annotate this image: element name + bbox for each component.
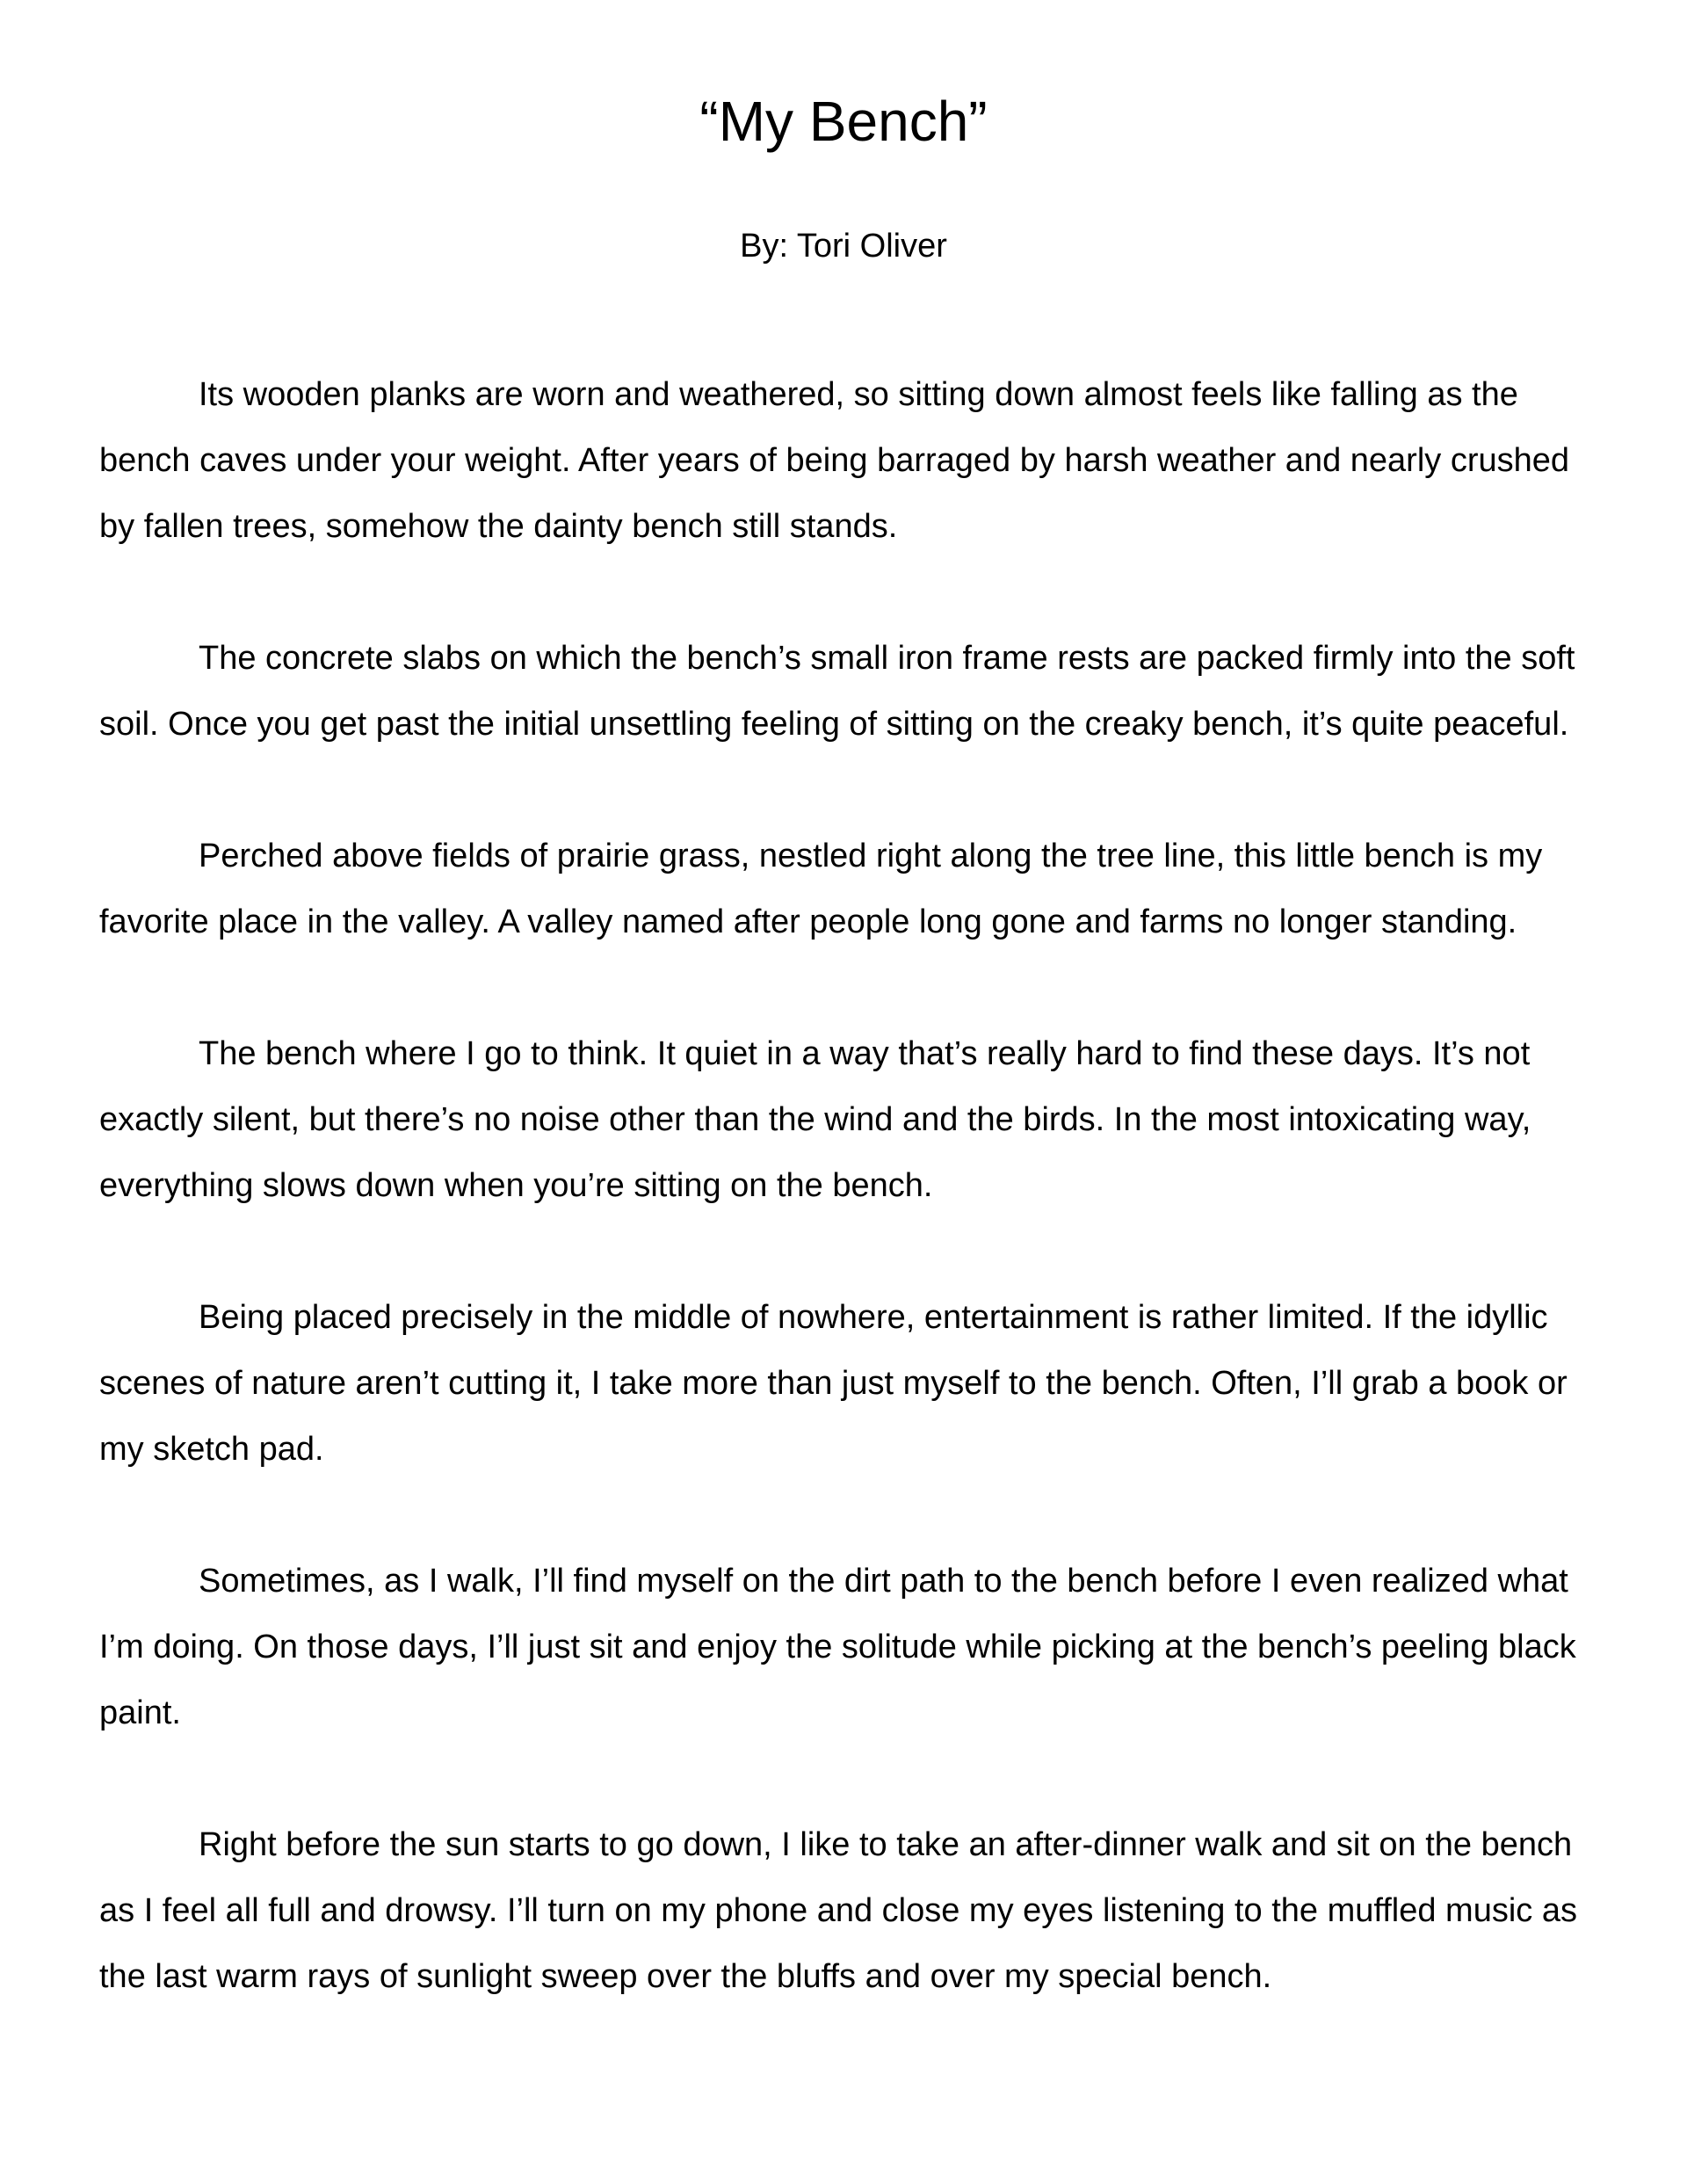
document-body [99, 362, 1588, 2076]
paragraph: The bench where I go to think. It quiet in a way that’s really hard to find these days. It’s not exactly silent, but there’s no noise other than the wind and the birds. In the most intoxicating way, everything slows down when you’re sitting on the bench. [99, 1035, 1531, 1204]
paragraph: Its wooden planks are worn and weathered, so sitting down almost feels like falling as the bench caves under your weight. After years of being barraged by harsh weather and nearly crushed by fallen trees, somehow the dainty bench still stands. [99, 376, 1570, 545]
paragraph: The concrete slabs on which the bench’s small iron frame rests are packed firmly into the soft soil. Once you get past the initial unsettling feeling of sitting on the creaky bench, it’s quite peaceful. [99, 640, 1575, 743]
paragraph: Sometimes, as I walk, I’ll find myself on the dirt path to the bench before I even realized what I’m doing. On those days, I’ll just sit and enjoy the solitude while picking at the bench’s peeling black paint. [99, 1563, 1576, 1731]
paragraph: Being placed precisely in the middle of nowhere, entertainment is rather limited. If the idyllic scenes of nature aren’t cutting it, I take more than just myself to the bench. Often, I’ll grab a book or my sketch pad. [99, 1299, 1568, 1468]
paragraph: Perched above fields of prairie grass, nestled right along the tree line, this little bench is my favorite place in the valley. A valley named after people long gone and farms no longer standing. [99, 838, 1543, 940]
document-title: “My Bench” [699, 90, 988, 153]
document-byline: By: Tori Oliver [740, 228, 947, 265]
paragraph: Right before the sun starts to go down, I like to take an after-dinner walk and sit on the bench as I feel all full and drowsy. I’ll turn on my phone and close my eyes listening to the muffled music as the last warm rays of sunlight sweep over the bluffs and over my special bench. [99, 1826, 1577, 1995]
